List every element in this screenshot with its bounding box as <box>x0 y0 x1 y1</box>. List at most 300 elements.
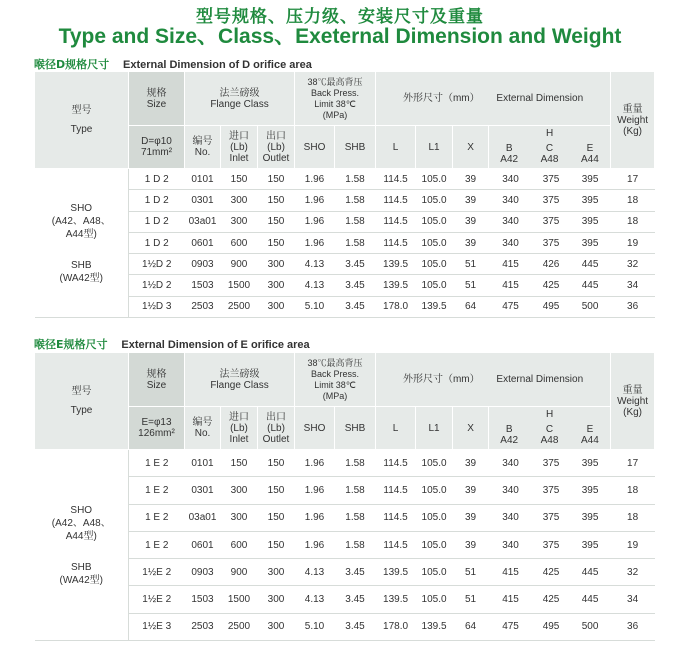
table-cell: 300 <box>258 613 295 640</box>
header-no-en: No. <box>194 428 211 439</box>
size-line2: 71mm² <box>140 147 173 158</box>
table-cell: 300 <box>221 190 258 211</box>
header-back-press-4: (MPa) <box>322 109 348 120</box>
table-cell: 34 <box>611 586 655 613</box>
table-cell: 375 <box>533 190 570 211</box>
table-cell: 0301 <box>185 190 221 211</box>
table-cell: 1500 <box>221 586 258 613</box>
header-c <box>529 140 569 168</box>
header-shb: SHB <box>335 407 376 450</box>
table-cell: 1.58 <box>335 531 376 558</box>
header-outlet-en: Outlet <box>262 152 290 164</box>
table-cell: 34 <box>611 275 655 296</box>
table-cell: 18 <box>611 504 655 531</box>
table-cell: 415 <box>489 559 533 586</box>
header-flange-class-en: Flange Class <box>210 98 269 110</box>
table-cell: 375 <box>533 232 570 253</box>
header-outlet <box>258 126 295 169</box>
table-cell: 105.0 <box>416 190 453 211</box>
table-cell: 139.5 <box>376 586 416 613</box>
table-cell: 105.0 <box>416 232 453 253</box>
table-cell: 300 <box>258 254 295 275</box>
table-cell: 64 <box>453 613 489 640</box>
table-cell: 150 <box>258 211 295 232</box>
table-cell: 1 D 2 <box>129 169 185 190</box>
table-cell: 150 <box>258 232 295 253</box>
header-flange-class-cn: 法兰磅级 <box>219 368 260 380</box>
table-cell: 445 <box>570 586 611 613</box>
table-cell: 1½D 2 <box>129 254 185 275</box>
header-back-press <box>295 353 376 407</box>
table-cell: 105.0 <box>416 450 453 477</box>
table-cell: 51 <box>453 586 489 613</box>
table-cell: 1.58 <box>335 169 376 190</box>
table-cell: 51 <box>453 559 489 586</box>
table-cell: 51 <box>453 275 489 296</box>
header-inlet-en: Inlet <box>229 433 249 445</box>
model-label: SHB <box>70 561 92 573</box>
page-title-cn: 型号规格、压力级、安装尺寸及重量 <box>196 7 484 27</box>
section-title-d-en: External Dimension of D orifice area <box>122 59 312 71</box>
section-title-e-cn: 喉径E规格尺寸 <box>34 338 108 351</box>
header-size <box>129 353 185 407</box>
table-cell: 105.0 <box>416 169 453 190</box>
table-cell: 150 <box>258 531 295 558</box>
header-size-cn: 规格 <box>146 368 167 380</box>
table-cell: 395 <box>570 531 611 558</box>
header-l1: L1 <box>416 126 453 169</box>
table-cell: 03a01 <box>185 504 221 531</box>
table-cell: 425 <box>533 586 570 613</box>
header-flange-class <box>185 72 295 126</box>
table-cell: 475 <box>489 613 533 640</box>
table-cell: 1.58 <box>335 232 376 253</box>
table-cell: 139.5 <box>376 275 416 296</box>
table-cell: 3.45 <box>335 586 376 613</box>
table-cell: 300 <box>221 477 258 504</box>
table-cell: 178.0 <box>376 296 416 317</box>
header-l: L <box>376 407 416 450</box>
header-back-press-4: (MPa) <box>322 390 348 401</box>
table-cell: 300 <box>258 296 295 317</box>
table-cell: 375 <box>533 211 570 232</box>
table-cell: 1.96 <box>295 211 335 232</box>
table-cell: 300 <box>221 504 258 531</box>
header-model-cn: 型号 <box>71 105 92 116</box>
table-cell: 150 <box>258 190 295 211</box>
header-weight-unit: (Kg) <box>623 406 643 418</box>
table-cell: 1½E 3 <box>129 613 185 640</box>
model-cell <box>35 450 129 641</box>
section-title-e <box>34 336 310 352</box>
table-cell: 0903 <box>185 254 221 275</box>
model-label: (A42、A48、 <box>51 215 111 227</box>
header-weight-en: Weight <box>617 395 649 407</box>
table-cell: 395 <box>570 450 611 477</box>
header-ext-dim-cn: 外形尺寸（mm） <box>402 374 480 385</box>
header-c <box>529 421 569 449</box>
model-label: (WA42型) <box>59 574 104 586</box>
table-cell: 105.0 <box>416 211 453 232</box>
header-no-en: No. <box>194 147 211 158</box>
table-cell: 1.58 <box>335 477 376 504</box>
model-label: (A42、A48、 <box>51 517 111 529</box>
table-cell: 139.5 <box>416 296 453 317</box>
table-cell: 900 <box>221 254 258 275</box>
header-b-1: B <box>505 424 513 435</box>
header-b <box>489 140 529 168</box>
table-cell: 1 D 2 <box>129 232 185 253</box>
table-cell: 5.10 <box>295 613 335 640</box>
table-cell: 1 E 2 <box>129 504 185 531</box>
table-cell: 17 <box>611 169 655 190</box>
table-cell: 495 <box>533 613 570 640</box>
table-cell: 18 <box>611 190 655 211</box>
header-model <box>35 353 129 450</box>
table-cell: 395 <box>570 190 611 211</box>
header-inlet <box>221 126 258 169</box>
table-cell: 395 <box>570 232 611 253</box>
table-cell: 475 <box>489 296 533 317</box>
table-cell: 105.0 <box>416 504 453 531</box>
header-c-1: C <box>545 143 554 154</box>
table-cell: 4.13 <box>295 275 335 296</box>
header-back-press-2: Back Press. <box>311 87 360 98</box>
table-cell: 600 <box>221 232 258 253</box>
table-cell: 39 <box>453 504 489 531</box>
table-cell: 114.5 <box>376 531 416 558</box>
section-title-d-cn: 喉径D规格尺寸 <box>34 58 110 71</box>
header-c-2: A48 <box>540 154 559 165</box>
header-e-2: A44 <box>581 435 599 446</box>
table-cell: 425 <box>533 559 570 586</box>
header-h-group <box>489 407 611 450</box>
model-label: (WA42型) <box>59 272 104 284</box>
table-cell: 39 <box>453 211 489 232</box>
header-weight-en: Weight <box>617 114 649 126</box>
table-cell: 18 <box>611 477 655 504</box>
table-cell: 36 <box>611 613 655 640</box>
header-c-2: A48 <box>540 435 559 446</box>
section-title-d <box>34 56 312 72</box>
header-weight-cn: 重量 <box>622 103 643 115</box>
header-size-en: Size <box>146 98 167 110</box>
table-cell: 114.5 <box>376 211 416 232</box>
header-x: X <box>453 126 489 169</box>
table-cell: 1½E 2 <box>129 559 185 586</box>
model-label: SHB <box>70 259 92 271</box>
table-cell: 415 <box>489 586 533 613</box>
header-inlet-en: Inlet <box>229 152 249 164</box>
table-cell: 4.13 <box>295 586 335 613</box>
table-cell: 39 <box>453 232 489 253</box>
header-flange-class-en: Flange Class <box>210 379 269 391</box>
table-cell: 3.45 <box>335 254 376 275</box>
header-size-en: Size <box>146 379 167 391</box>
table-cell: 340 <box>489 190 533 211</box>
header-outlet-en: Outlet <box>262 433 290 445</box>
table-cell: 395 <box>570 169 611 190</box>
table-cell: 445 <box>570 275 611 296</box>
table-cell: 32 <box>611 559 655 586</box>
table-cell: 375 <box>533 450 570 477</box>
header-b-2: A42 <box>500 154 519 165</box>
table-cell: 178.0 <box>376 613 416 640</box>
model-cell <box>35 169 129 318</box>
table-cell: 3.45 <box>335 275 376 296</box>
spec-table-e <box>34 352 655 641</box>
table-cell: 36 <box>611 296 655 317</box>
header-e <box>570 421 610 449</box>
table-cell: 375 <box>533 531 570 558</box>
table-cell: 1½D 2 <box>129 275 185 296</box>
table-cell: 340 <box>489 232 533 253</box>
table-cell: 0903 <box>185 559 221 586</box>
table-cell: 39 <box>453 477 489 504</box>
header-l1: L1 <box>416 407 453 450</box>
header-weight <box>611 353 655 450</box>
model-label: SHO <box>70 504 93 516</box>
table-cell: 426 <box>533 254 570 275</box>
table-cell: 1503 <box>185 586 221 613</box>
table-cell: 900 <box>221 559 258 586</box>
header-h: H <box>489 407 610 421</box>
table-cell: 19 <box>611 531 655 558</box>
table-cell: 375 <box>533 169 570 190</box>
table-cell: 114.5 <box>376 504 416 531</box>
header-inlet-cn: 进口(Lb) <box>229 411 249 434</box>
header-size <box>129 72 185 126</box>
table-cell: 3.45 <box>335 613 376 640</box>
table-cell: 1.96 <box>295 504 335 531</box>
table-cell: 150 <box>258 504 295 531</box>
table-cell: 300 <box>258 586 295 613</box>
header-model-cn: 型号 <box>71 386 92 397</box>
table-cell: 105.0 <box>416 559 453 586</box>
table-cell: 1.58 <box>335 190 376 211</box>
header-weight <box>611 72 655 169</box>
header-flange-class-cn: 法兰磅级 <box>219 87 260 99</box>
table-cell: 105.0 <box>416 275 453 296</box>
table-cell: 3.45 <box>335 559 376 586</box>
table-cell: 395 <box>570 504 611 531</box>
header-shb: SHB <box>335 126 376 169</box>
table-cell: 150 <box>258 450 295 477</box>
table-cell: 5.10 <box>295 296 335 317</box>
table-cell: 395 <box>570 211 611 232</box>
table-cell: 32 <box>611 254 655 275</box>
table-cell: 340 <box>489 531 533 558</box>
table-cell: 0601 <box>185 531 221 558</box>
header-outlet <box>258 407 295 450</box>
table-cell: 1.96 <box>295 531 335 558</box>
header-ext-dim <box>376 353 611 407</box>
header-back-press-3: Limit 38℃ <box>314 379 356 390</box>
header-inlet <box>221 407 258 450</box>
header-no-cn: 编号 <box>192 417 213 428</box>
table-cell: 18 <box>611 211 655 232</box>
table-cell: 1½D 3 <box>129 296 185 317</box>
table-cell: 1.96 <box>295 169 335 190</box>
table-cell: 0101 <box>185 450 221 477</box>
table-cell: 2500 <box>221 296 258 317</box>
table-cell: 4.13 <box>295 254 335 275</box>
table-cell: 114.5 <box>376 169 416 190</box>
table-row <box>35 169 655 190</box>
header-b <box>489 421 529 449</box>
header-e-2: A44 <box>581 154 599 165</box>
size-value <box>129 126 185 169</box>
header-b-1: B <box>505 143 513 154</box>
table-cell: 19 <box>611 232 655 253</box>
header-outlet-cn: 出口(Lb) <box>266 130 286 153</box>
table-cell: 1½E 2 <box>129 586 185 613</box>
table-cell: 114.5 <box>376 190 416 211</box>
header-e-1: E <box>586 143 594 154</box>
header-back-press-2: Back Press. <box>311 368 360 379</box>
table-cell: 4.13 <box>295 559 335 586</box>
table-cell: 17 <box>611 450 655 477</box>
header-inlet-cn: 进口(Lb) <box>229 130 249 153</box>
table-cell: 105.0 <box>416 531 453 558</box>
header-h-group <box>489 126 611 169</box>
table-cell: 1 E 2 <box>129 477 185 504</box>
table-cell: 139.5 <box>416 613 453 640</box>
table-cell: 445 <box>570 254 611 275</box>
header-back-press <box>295 72 376 126</box>
header-no-cn: 编号 <box>192 136 213 147</box>
table-cell: 150 <box>258 477 295 504</box>
size-line1: D=φ10 <box>141 136 172 147</box>
model-label: A44型) <box>65 530 97 542</box>
table-cell: 150 <box>258 169 295 190</box>
table-cell: 300 <box>221 211 258 232</box>
table-cell: 114.5 <box>376 232 416 253</box>
header-x: X <box>453 407 489 450</box>
table-cell: 300 <box>258 275 295 296</box>
table-cell: 495 <box>533 296 570 317</box>
header-ext-dim-cn: 外形尺寸（mm） <box>402 93 480 104</box>
table-cell: 1 E 2 <box>129 531 185 558</box>
table-cell: 64 <box>453 296 489 317</box>
table-cell: 139.5 <box>376 559 416 586</box>
table-cell: 0601 <box>185 232 221 253</box>
table-cell: 600 <box>221 531 258 558</box>
table-cell: 1503 <box>185 275 221 296</box>
table-cell: 1.96 <box>295 190 335 211</box>
table-cell: 39 <box>453 450 489 477</box>
header-c-1: C <box>545 424 554 435</box>
table-cell: 425 <box>533 275 570 296</box>
header-back-press-1: 38℃最高背压 <box>307 357 363 368</box>
header-outlet-cn: 出口(Lb) <box>266 411 286 434</box>
table-cell: 2500 <box>221 613 258 640</box>
table-cell: 375 <box>533 477 570 504</box>
size-value <box>129 407 185 450</box>
table-cell: 445 <box>570 559 611 586</box>
table-cell: 500 <box>570 613 611 640</box>
table-cell: 340 <box>489 504 533 531</box>
table-cell: 375 <box>533 504 570 531</box>
table-cell: 39 <box>453 190 489 211</box>
table-cell: 1.96 <box>295 232 335 253</box>
header-ext-dim-en: External Dimension <box>496 93 584 104</box>
table-cell: 1500 <box>221 275 258 296</box>
model-label: SHO <box>70 202 93 214</box>
header-size-cn: 规格 <box>146 87 167 99</box>
table-cell: 1.58 <box>335 504 376 531</box>
table-cell: 105.0 <box>416 254 453 275</box>
table-cell: 1.96 <box>295 450 335 477</box>
table-cell: 500 <box>570 296 611 317</box>
header-no <box>185 126 221 169</box>
table-cell: 2503 <box>185 613 221 640</box>
table-cell: 139.5 <box>376 254 416 275</box>
header-back-press-1: 38℃最高背压 <box>307 76 363 87</box>
header-sho: SHO <box>295 126 335 169</box>
header-back-press-3: Limit 38℃ <box>314 98 356 109</box>
table-cell: 39 <box>453 531 489 558</box>
table-cell: 415 <box>489 254 533 275</box>
table-cell: 395 <box>570 477 611 504</box>
table-cell: 51 <box>453 254 489 275</box>
header-h: H <box>489 126 610 140</box>
table-cell: 340 <box>489 211 533 232</box>
table-cell: 150 <box>221 450 258 477</box>
table-cell: 1 D 2 <box>129 211 185 232</box>
table-cell: 1.96 <box>295 477 335 504</box>
table-cell: 105.0 <box>416 477 453 504</box>
table-cell: 0301 <box>185 477 221 504</box>
header-l: L <box>376 126 416 169</box>
header-sho: SHO <box>295 407 335 450</box>
table-cell: 114.5 <box>376 477 416 504</box>
table-cell: 1 E 2 <box>129 450 185 477</box>
table-cell: 3.45 <box>335 296 376 317</box>
table-cell: 150 <box>221 169 258 190</box>
table-cell: 105.0 <box>416 586 453 613</box>
header-e <box>570 140 610 168</box>
header-e-1: E <box>586 424 594 435</box>
table-cell: 2503 <box>185 296 221 317</box>
page-title-en: Type and Size、Class、Exeternal Dimension and Weight <box>58 25 622 48</box>
size-line2: 126mm² <box>138 428 175 439</box>
header-b-2: A42 <box>500 435 519 446</box>
table-row <box>35 450 655 477</box>
model-label: A44型) <box>65 228 97 240</box>
table-cell: 300 <box>258 559 295 586</box>
header-flange-class <box>185 353 295 407</box>
table-cell: 03a01 <box>185 211 221 232</box>
section-title-e-en: External Dimension of E orifice area <box>121 339 310 351</box>
table-cell: 340 <box>489 169 533 190</box>
table-cell: 415 <box>489 275 533 296</box>
table-cell: 1.58 <box>335 450 376 477</box>
table-cell: 1.58 <box>335 211 376 232</box>
table-cell: 340 <box>489 450 533 477</box>
size-line1: E=φ13 <box>141 417 172 428</box>
header-no <box>185 407 221 450</box>
table-cell: 114.5 <box>376 450 416 477</box>
table-cell: 39 <box>453 169 489 190</box>
table-cell: 0101 <box>185 169 221 190</box>
table-cell: 340 <box>489 477 533 504</box>
header-weight-unit: (Kg) <box>623 125 643 137</box>
header-weight-cn: 重量 <box>622 384 643 396</box>
header-ext-dim <box>376 72 611 126</box>
header-model-en: Type <box>70 124 93 135</box>
table-cell: 1 D 2 <box>129 190 185 211</box>
